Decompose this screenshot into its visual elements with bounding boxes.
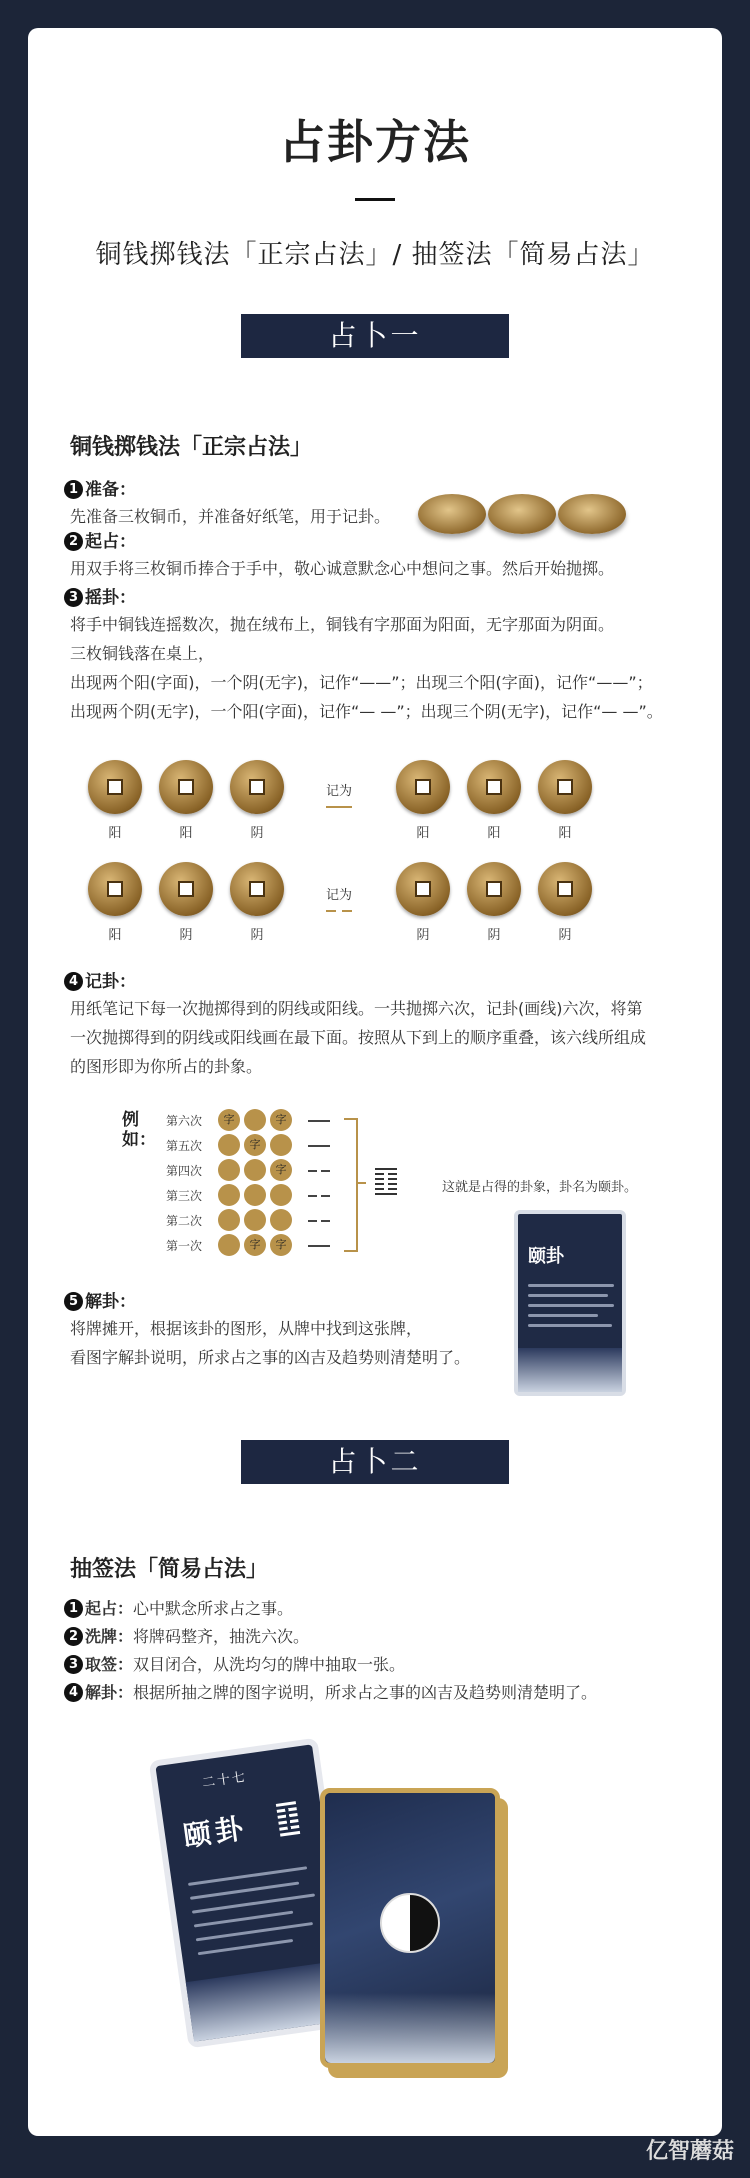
coin-label: 阳 [108, 928, 122, 943]
coin-label: 阳 [558, 826, 572, 841]
step-text: 将牌码整齐，抽洗六次。 [133, 1627, 310, 1646]
coin-dot: 字 [270, 1159, 292, 1181]
draw-step [64, 1678, 597, 1707]
card-text-line [528, 1294, 608, 1297]
coin-label: 阴 [179, 928, 193, 943]
hexagram-card [514, 1210, 626, 1396]
yang-line [326, 806, 352, 808]
step-text: 先准备三枚铜币，并准备好纸笔，用于记卦。 [70, 507, 391, 526]
card-text-line [196, 1922, 313, 1941]
coin-label: 阴 [250, 826, 264, 841]
step-interpret [64, 1288, 136, 1316]
coin-dot [244, 1109, 266, 1131]
throw-label: 第四次 [166, 1164, 203, 1178]
card-text-line [198, 1939, 293, 1955]
content-sheet [28, 28, 722, 2136]
yin-line-left [326, 910, 336, 912]
coin-dot [218, 1159, 240, 1181]
coin-dot: 字 [270, 1109, 292, 1131]
coin-dot [244, 1209, 266, 1231]
page-title: 占卦方法 [279, 115, 471, 169]
coin-dot [270, 1209, 292, 1231]
coin [538, 862, 592, 916]
step-label: 准备： [85, 480, 136, 500]
watermark: 亿智蘑菇 [646, 2139, 735, 2164]
step-text: 根据所抽之牌的图字说明，所求占之事的凶吉及趋势则清楚明了。 [133, 1683, 598, 1702]
step-text: 一次抛掷得到的阴线或阳线画在最下面。按照从下到上的顺序重叠，该六线所组成 [70, 1028, 647, 1047]
record-as-label: 记为 [326, 888, 353, 903]
step-number: 3 [64, 1655, 83, 1674]
title-divider [355, 198, 395, 201]
coin [230, 862, 284, 916]
step-divine [64, 528, 136, 556]
coin [467, 760, 521, 814]
yin-line-right [321, 1170, 330, 1172]
coin-dot: 字 [218, 1109, 240, 1131]
step-text: 三枚铜钱落在桌上， [70, 644, 215, 663]
section2-banner: 占卜二 [241, 1440, 509, 1484]
step-text: 出现两个阴(无字)，一个阳(字面)，记作“— —”；出现三个阴(无字)，记作“— —”。 [70, 702, 663, 721]
coin-dot: 字 [270, 1234, 292, 1256]
coin-dot [270, 1134, 292, 1156]
throw-label: 第一次 [166, 1239, 203, 1253]
step-label: 解卦： [85, 1292, 136, 1312]
step-number: 1 [64, 1599, 83, 1618]
yin-line-right [342, 910, 352, 912]
coin-dot: 字 [244, 1234, 266, 1256]
coin [159, 760, 213, 814]
coin-label: 阴 [250, 928, 264, 943]
step-text: 将手中铜钱连摇数次，抛在绒布上，铜钱有字那面为阳面，无字那面为阴面。 [70, 615, 615, 634]
coin-dot [218, 1234, 240, 1256]
page-subtitle: 铜钱掷钱法「正宗占法」/ 抽签法「简易占法」 [95, 240, 655, 270]
coin-illustration [488, 494, 556, 534]
step-label: 洗牌： [85, 1627, 134, 1646]
step-text: 双目闭合，从洗均匀的牌中抽取一张。 [133, 1655, 406, 1674]
coin-label: 阴 [416, 928, 430, 943]
step-number: 4 [64, 1683, 83, 1702]
step-label: 摇卦： [85, 588, 136, 608]
coin [538, 760, 592, 814]
step-label: 取签： [85, 1655, 134, 1674]
step-label: 起占： [85, 532, 136, 552]
yang-line [308, 1120, 330, 1122]
coin-dot [218, 1209, 240, 1231]
draw-step [64, 1622, 309, 1651]
example-label: 例如： [122, 1110, 156, 1150]
coin-label: 阴 [487, 928, 501, 943]
step-text: 看图字解卦说明，所求占之事的凶吉及趋势则清楚明了。 [70, 1348, 471, 1367]
throw-label: 第三次 [166, 1189, 203, 1203]
section1-banner: 占卜一 [241, 314, 509, 358]
result-text: 这就是占得的卦象，卦名为颐卦。 [442, 1180, 638, 1195]
card-title: 颐卦 [181, 1811, 250, 1853]
yin-yang-icon [380, 1893, 440, 1953]
step-label: 记卦： [85, 972, 136, 992]
coin-label: 阴 [558, 928, 572, 943]
coin [159, 862, 213, 916]
coin-label: 阳 [416, 826, 430, 841]
coin [396, 862, 450, 916]
coin-label: 阳 [487, 826, 501, 841]
card-deck-back [320, 1788, 500, 2068]
yin-line-left [308, 1195, 317, 1197]
coin-dot [270, 1184, 292, 1206]
throw-label: 第二次 [166, 1214, 203, 1228]
step-number: 5 [64, 1292, 83, 1311]
yin-line-left [308, 1220, 317, 1222]
step-number: 3 [64, 588, 83, 607]
card-text-line [528, 1304, 614, 1307]
section2-heading: 抽签法「简易占法」 [70, 1557, 269, 1582]
yang-line [308, 1245, 330, 1247]
coin-dot [218, 1184, 240, 1206]
coin-illustration [558, 494, 626, 534]
coin-dot [218, 1134, 240, 1156]
coin-label: 阳 [179, 826, 193, 841]
coin-dot: 字 [244, 1134, 266, 1156]
step-label: 解卦： [85, 1683, 134, 1702]
hexagram-icon [276, 1801, 300, 1836]
coin-dot [244, 1184, 266, 1206]
card-text-line [528, 1324, 612, 1327]
step-number: 4 [64, 972, 83, 991]
step-prepare [64, 476, 136, 504]
coin-illustration [418, 494, 486, 534]
step-label: 起占： [85, 1599, 134, 1618]
coin [467, 862, 521, 916]
coin-label: 阳 [108, 826, 122, 841]
coin [230, 760, 284, 814]
coin-dot [244, 1159, 266, 1181]
yin-line-right [321, 1220, 330, 1222]
card-number: 二十七 [201, 1769, 248, 1791]
step-text: 用双手将三枚铜币捧合于手中，敬心诚意默念心中想问之事。然后开始抛掷。 [70, 559, 615, 578]
step-text: 出现两个阳(字面)，一个阴(无字)，记作“——”；出现三个阳(字面)，记作“——”； [70, 673, 653, 692]
step-text: 用纸笔记下每一次抛掷得到的阴线或阳线。一共抛掷六次，记卦(画线)六次，将第 [70, 999, 643, 1018]
coin [88, 862, 142, 916]
draw-step [64, 1650, 405, 1679]
yang-line [308, 1145, 330, 1147]
yin-line-left [308, 1170, 317, 1172]
section1-heading: 铜钱掷钱法「正宗占法」 [70, 435, 313, 460]
coin [396, 760, 450, 814]
step-number: 2 [64, 1627, 83, 1646]
step-text: 将牌摊开，根据该卦的图形，从牌中找到这张牌， [70, 1319, 423, 1338]
card-title: 颐卦 [528, 1246, 564, 1267]
card-text-line [528, 1314, 598, 1317]
throw-label: 第五次 [166, 1139, 203, 1153]
throw-label: 第六次 [166, 1114, 203, 1128]
coin [88, 760, 142, 814]
step-text: 心中默念所求占之事。 [133, 1599, 294, 1618]
draw-step [64, 1594, 293, 1623]
card-cloud-art [518, 1348, 622, 1392]
hexagram-icon [375, 1168, 397, 1195]
step-number: 1 [64, 480, 83, 499]
step-number: 2 [64, 532, 83, 551]
card-cloud-art [325, 1993, 495, 2063]
yin-line-right [321, 1195, 330, 1197]
step-text: 的图形即为你所占的卦象。 [70, 1057, 263, 1076]
bracket-tick [356, 1182, 366, 1184]
step-shake [64, 584, 136, 612]
card-text-line [194, 1911, 293, 1928]
card-text-line [528, 1284, 614, 1287]
record-as-label: 记为 [326, 784, 353, 799]
bracket [344, 1118, 358, 1252]
step-record [64, 968, 136, 996]
